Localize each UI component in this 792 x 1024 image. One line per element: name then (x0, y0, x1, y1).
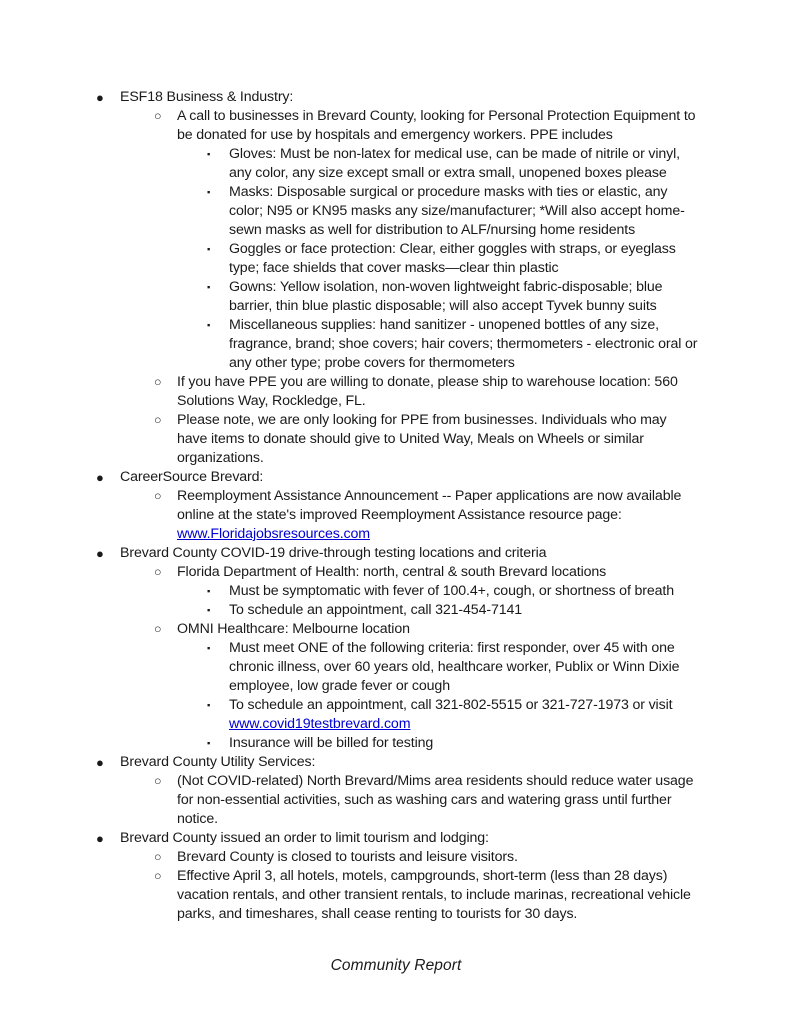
list-item (207, 183, 700, 240)
list-item (154, 563, 700, 620)
sub-level-list (154, 563, 700, 753)
bullet-square-icon: ▪ (207, 586, 211, 597)
list-item (94, 829, 700, 924)
list-item (207, 316, 700, 373)
bullet-square-icon: ▪ (207, 282, 211, 293)
list-item-text: A call to businesses in Brevard County, looking for Personal Protection Equipment to be donated for use by hospitals and emergency workers. PPE includes (177, 108, 696, 143)
list-item (207, 582, 700, 601)
sub-sub-level-list (207, 582, 700, 620)
list-item-text: Must meet ONE of the following criteria: first responder, over 45 with one chronic illness, over 60 years old, healthcare worker, Publix or Winn Dixie employee, low grade fever or cough (229, 640, 680, 694)
list-item (94, 544, 700, 753)
list-item-text (177, 487, 700, 544)
list-item-text: To schedule an appointment, call 321-454-7141 (229, 602, 523, 618)
list-item-text: Gloves: Must be non-latex for medical use, can be made of nitrile or vinyl, any color, any size except small or extra small, unopened boxes please (229, 146, 681, 181)
bullet-circle-icon: ○ (154, 622, 162, 636)
list-item-body: Reemployment Assistance Announcement -- Paper applications are now available online at the state's improved Reemployment Assistance resource page: (177, 488, 682, 523)
list-item (207, 145, 700, 183)
bullet-square-icon: ▪ (207, 149, 211, 160)
list-item (207, 240, 700, 278)
sub-level-list (154, 487, 700, 544)
list-item-text: If you have PPE you are willing to donate, please ship to warehouse location: 560 Solutions Way, Rockledge, FL. (177, 374, 678, 409)
list-item (207, 278, 700, 316)
list-item (154, 411, 700, 468)
sub-level-list (154, 107, 700, 468)
list-item-text: OMNI Healthcare: Melbourne location (177, 621, 410, 637)
bullet-square-icon: ▪ (207, 187, 211, 198)
list-item (94, 468, 700, 544)
document-body (88, 88, 700, 924)
bullet-square-icon: ▪ (207, 738, 211, 749)
sub-sub-level-list (207, 639, 700, 753)
page-footer: Community Report (330, 957, 462, 974)
list-item (154, 848, 700, 867)
bullet-circle-icon: ○ (154, 109, 162, 123)
bullet-square-icon: ▪ (207, 605, 211, 616)
bullet-circle-icon: ○ (154, 565, 162, 579)
list-item (207, 601, 700, 620)
list-item-text: Goggles or face protection: Clear, either goggles with straps, or eyeglass type; face shields that cover masks—clear thin plastic (229, 241, 676, 276)
list-item-text: Florida Department of Health: north, central & south Brevard locations (177, 564, 607, 580)
list-item-text (229, 696, 700, 734)
covid19testbrevard-link[interactable]: www.covid19testbrevard.com (229, 716, 411, 732)
list-item-text: (Not COVID-related) North Brevard/Mims area residents should reduce water usage for non-essential activities, such as washing cars and watering grass until further notice. (177, 773, 694, 827)
list-item (94, 753, 700, 829)
top-level-list (88, 88, 700, 924)
list-item-text: Please note, we are only looking for PPE from businesses. Individuals who may have items to donate should give to United Way, Meals on Wheels or similar organizations. (177, 412, 667, 466)
list-item (94, 88, 700, 468)
list-item (207, 734, 700, 753)
list-item-text: Insurance will be billed for testing (229, 735, 434, 751)
list-item-body: To schedule an appointment, call 321-802-5515 or 321-727-1973 or visit (229, 697, 673, 713)
bullet-disc-icon: ● (96, 831, 104, 846)
bullet-square-icon: ▪ (207, 643, 211, 654)
sub-level-list (154, 848, 700, 924)
section-heading: Brevard County Utility Services: (120, 754, 316, 770)
bullet-circle-icon: ○ (154, 489, 162, 503)
list-item (154, 373, 700, 411)
section-heading: CareerSource Brevard: (120, 469, 264, 485)
bullet-disc-icon: ● (96, 470, 104, 485)
bullet-disc-icon: ● (96, 546, 104, 561)
list-item-text: Masks: Disposable surgical or procedure masks with ties or elastic, any color; N95 or KN95 masks any size/manufacturer; *Will also accept home-sewn masks as well for distribution to ALF/nursing home residents (229, 184, 685, 238)
list-item-text: Must be symptomatic with fever of 100.4+, cough, or shortness of breath (229, 583, 675, 599)
bullet-circle-icon: ○ (154, 850, 162, 864)
bullet-circle-icon: ○ (154, 413, 162, 427)
floridajobsresources-link[interactable]: www.Floridajobsresources.com (177, 526, 370, 542)
bullet-circle-icon: ○ (154, 375, 162, 389)
bullet-disc-icon: ● (96, 90, 104, 105)
bullet-square-icon: ▪ (207, 700, 211, 711)
bullet-circle-icon: ○ (154, 869, 162, 883)
list-item-text: Effective April 3, all hotels, motels, campgrounds, short-term (less than 28 days) vacation rentals, and other transient rentals, to include marinas, recreational vehicle parks, and timeshares, shall cease renting to tourists for 30 days. (177, 868, 691, 922)
section-heading: Brevard County COVID-19 drive-through testing locations and criteria (120, 545, 547, 561)
list-item-text: Brevard County is closed to tourists and leisure visitors. (177, 849, 518, 865)
list-item (154, 487, 700, 544)
list-item-text: Gowns: Yellow isolation, non-woven lightweight fabric-disposable; blue barrier, thin blue plastic disposable; will also accept Tyvek bunny suits (229, 279, 663, 314)
section-heading: Brevard County issued an order to limit tourism and lodging: (120, 830, 489, 846)
section-heading: ESF18 Business & Industry: (120, 89, 294, 105)
list-item-text: Miscellaneous supplies: hand sanitizer - unopened bottles of any size, fragrance, brand; shoe covers; hair covers; thermometers - electronic oral or any other type; probe covers for thermometers (229, 317, 698, 371)
bullet-square-icon: ▪ (207, 244, 211, 255)
list-item (154, 867, 700, 924)
list-item (154, 107, 700, 373)
list-item (207, 696, 700, 734)
sub-sub-level-list (207, 145, 700, 373)
bullet-square-icon: ▪ (207, 320, 211, 331)
sub-level-list (154, 772, 700, 829)
list-item (154, 620, 700, 753)
bullet-disc-icon: ● (96, 755, 104, 770)
list-item (154, 772, 700, 829)
list-item (207, 639, 700, 696)
bullet-circle-icon: ○ (154, 774, 162, 788)
